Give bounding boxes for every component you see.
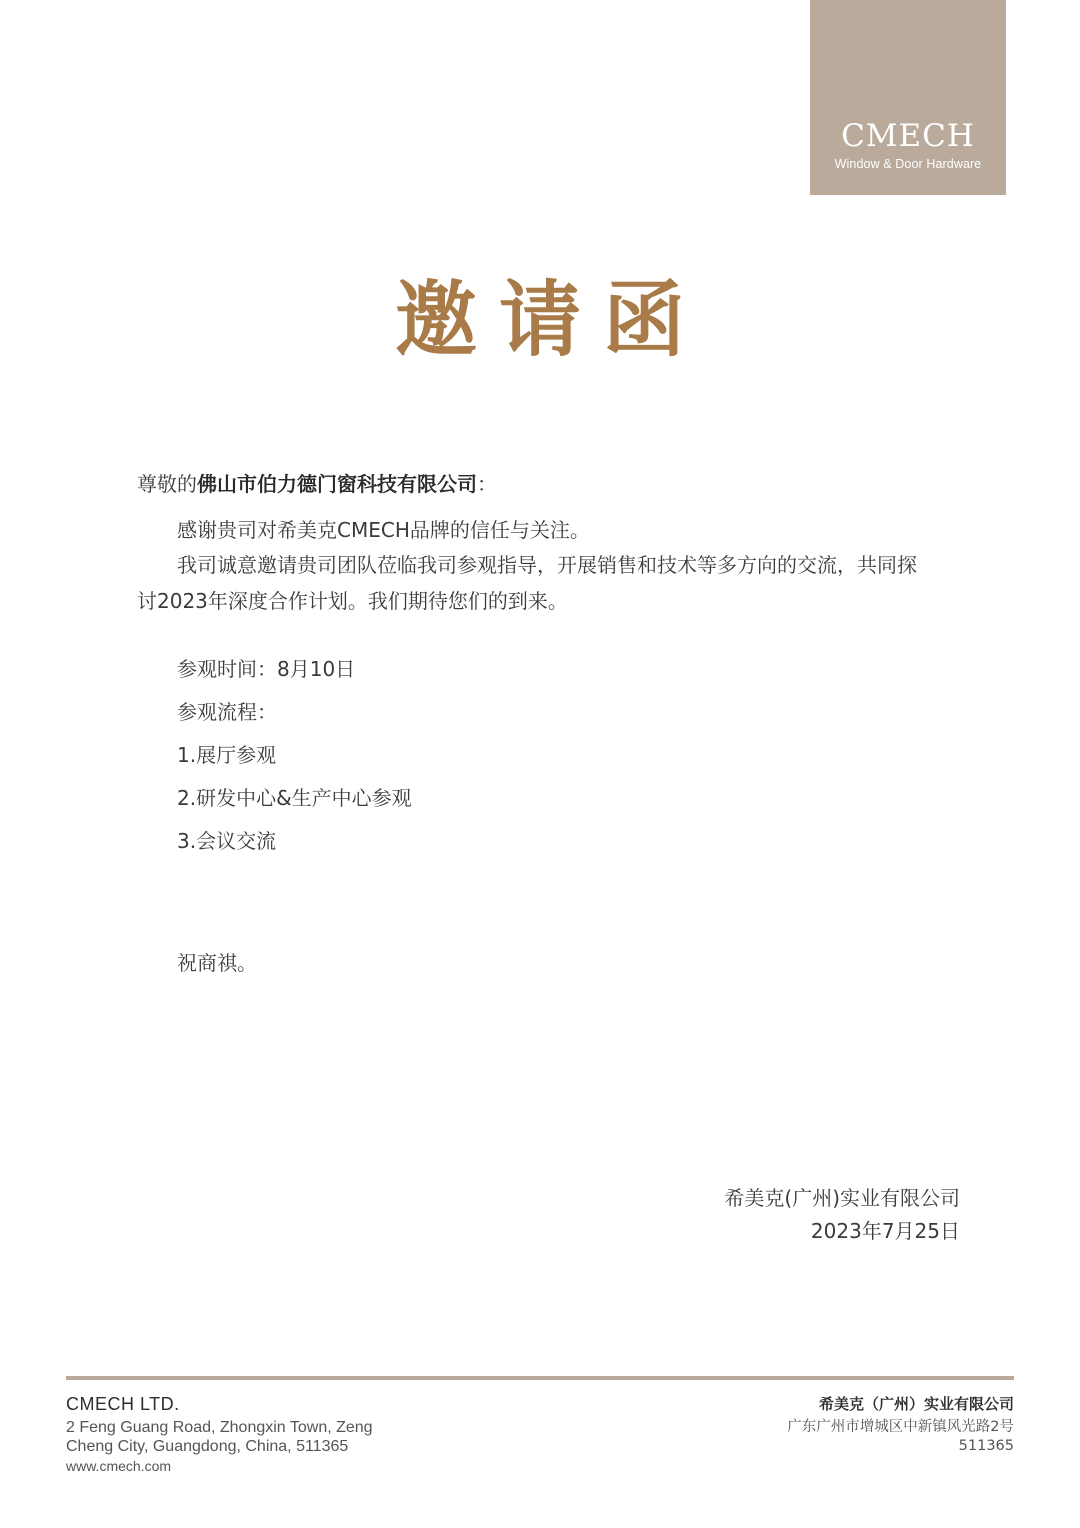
visit-step-3: 3.会议交流 (177, 829, 277, 853)
paragraph-invitation-line1: 我司诚意邀请贵司团队莅临我司参观指导，开展销售和技术等多方向的交流，共同探 (177, 553, 917, 577)
visit-time: 参观时间：8月10日 (177, 657, 356, 681)
footer-website: www.cmech.com (66, 1458, 172, 1474)
logo-tagline: Window & Door Hardware (834, 157, 982, 171)
logo-block (810, 0, 1006, 195)
salutation-prefix: 尊敬的 (137, 472, 197, 496)
visit-step-1: 1.展厅参观 (177, 743, 277, 767)
recipient-company: 佛山市伯力德门窗科技有限公司 (197, 472, 477, 496)
footer-postcode: 511365 (958, 1438, 1014, 1454)
letter-title: 邀请函 (394, 273, 707, 368)
paragraph-thanks: 感谢贵司对希美克CMECH品牌的信任与关注。 (177, 518, 590, 542)
footer-chinese (787, 1393, 1014, 1456)
footer-english (66, 1393, 373, 1476)
paragraph-invitation-line2: 讨2023年深度合作计划。我们期待您们的到来。 (137, 589, 568, 613)
footer-address-en-line2: Cheng City, Guangdong, China, 511365 (66, 1438, 349, 1455)
logo-wordmark: CMECH (841, 118, 975, 154)
footer-divider (66, 1376, 1014, 1380)
signature-date: 2023年7月25日 (810, 1219, 960, 1243)
footer-company-cn: 希美克（广州）实业有限公司 (818, 1395, 1014, 1413)
visit-flow-label: 参观流程： (177, 700, 277, 724)
visit-step-2: 2.研发中心&生产中心参观 (177, 786, 412, 810)
salutation (137, 471, 497, 497)
signature-company: 希美克(广州)实业有限公司 (724, 1186, 960, 1210)
closing-greeting: 祝商祺。 (177, 951, 257, 975)
salutation-suffix: ： (477, 472, 497, 496)
footer-address-en-line1: 2 Feng Guang Road, Zhongxin Town, Zeng (66, 1419, 373, 1436)
footer-address-cn: 广东广州市增城区中新镇风光路2号 (787, 1419, 1014, 1435)
footer-company-en: CMECH LTD. (66, 1394, 180, 1414)
